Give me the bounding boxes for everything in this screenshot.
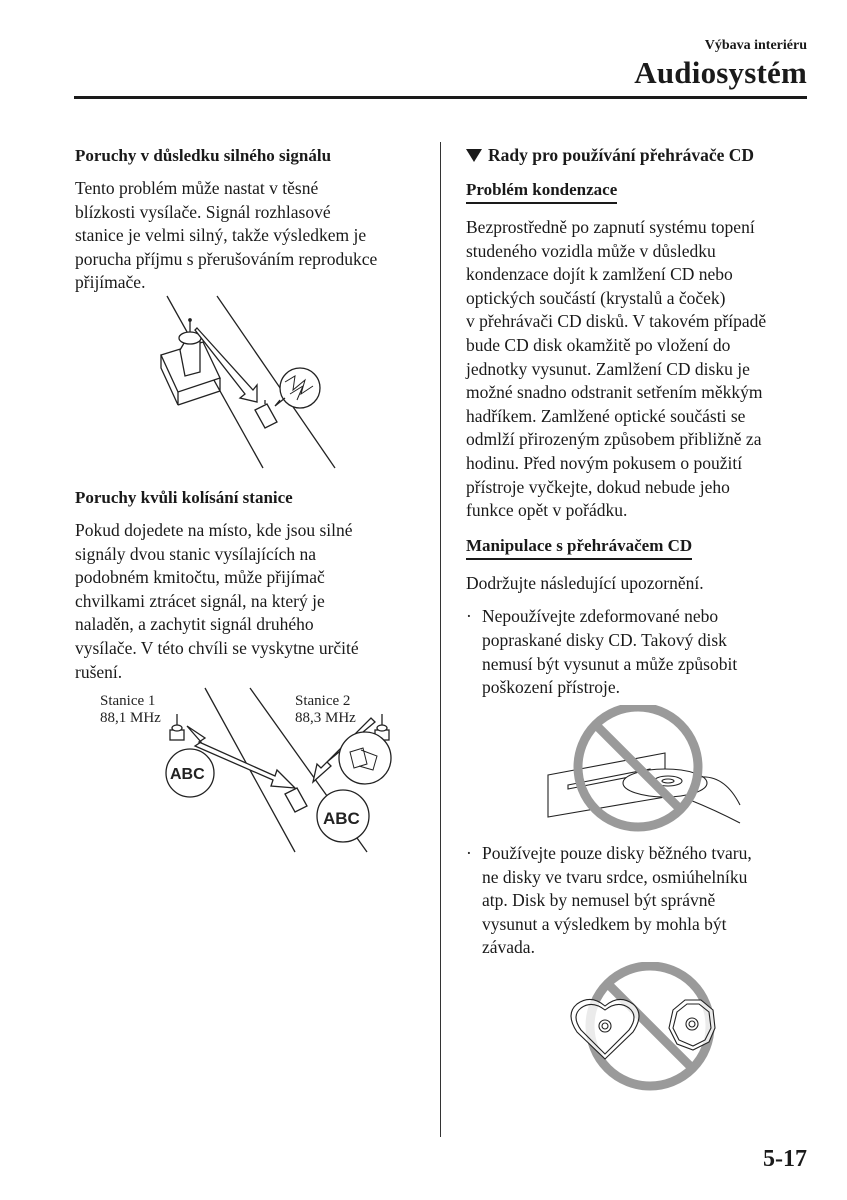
left-column <box>75 145 415 295</box>
left-column-section-2 <box>75 487 415 684</box>
page-number: 5-17 <box>763 1146 807 1172</box>
strong-signal-text: Tento problém může nastat v těsné blízkosti vysílače. Signál rozhlasové stanice je velmi silný, takže výsledkem je porucha příjmu s přerušováním reprodukce přijímače. <box>75 178 378 293</box>
heading-cd-tips: Rady pro používání přehrávače CD <box>466 145 811 166</box>
header-rule <box>74 96 807 99</box>
station-fluctuation-text: Pokud dojedete na místo, kde jsou silné signály dvou stanic vysílajících na podobném kmitočtu, může přijímač chvilkami ztrácet signál, na který je naladěn, a zachytit signál druhého vysílače. V této chvíli se vyskytne určité rušení. <box>75 520 359 682</box>
station1-label: Stanice 1 <box>100 693 156 709</box>
page-title: Audiosystém <box>634 55 807 90</box>
bullet-item-1: · Nepoužívejte zdeformované nebo popraskané disky CD. Takový disk nemusí být vysunut a může způsobit poškození přístroje. <box>466 606 738 698</box>
column-divider <box>440 142 441 1137</box>
triangle-bullet-icon <box>466 149 482 162</box>
condensation-text: Bezprostředně po zapnutí systému topení studeného vozidla může v důsledku kondenzace dojít k zamlžení CD nebo optických součástí (krystalů a čoček) v přehrávači CD disků. V takovém případě bude CD disk okamžitě po vložení do jednotky vysunut. Zamlžení CD disku je možné snadno odstranit setřením měkkým hadříkem. Zamlžené optické součásti se odmlží přirozeným způsobem přibližně za hodinu. Před novým pokusem o použití přístroje vyčkejte, dokud nebude jeho funkce opět v pořádku. <box>466 217 767 521</box>
heading-handling: Manipulace s přehrávačem CD <box>466 535 692 560</box>
station2-frequency: 88,3 MHz <box>295 710 356 726</box>
heading-condensation: Problém kondenzace <box>466 179 617 204</box>
right-column <box>466 145 811 700</box>
svg-text:ABC: ABC <box>323 809 360 828</box>
section-subtitle: Výbava interiéru <box>704 38 807 53</box>
two-stations-interference-illustration <box>95 686 415 856</box>
handling-intro: Dodržujte následující upozornění. <box>466 572 704 593</box>
broadcast-tower-car-noise-illustration <box>145 290 365 480</box>
prohibited-cracked-disc-insert-icon <box>540 705 750 835</box>
heading-strong-signal: Poruchy v důsledku silného signálu <box>75 146 332 165</box>
prohibited-shaped-discs-icon <box>565 962 735 1097</box>
bullet-item-2: · Používejte pouze disky běžného tvaru, ne disky ve tvaru srdce, osmiúhelníku atp. Disk by nemusel být správně vysunut a výsledkem by mohla být závada. <box>466 843 752 958</box>
station2-label: Stanice 2 <box>295 693 351 709</box>
station1-frequency: 88,1 MHz <box>100 710 161 726</box>
svg-text:ABC: ABC <box>170 766 205 783</box>
heading-station-fluctuation: Poruchy kvůli kolísání stanice <box>75 488 293 507</box>
